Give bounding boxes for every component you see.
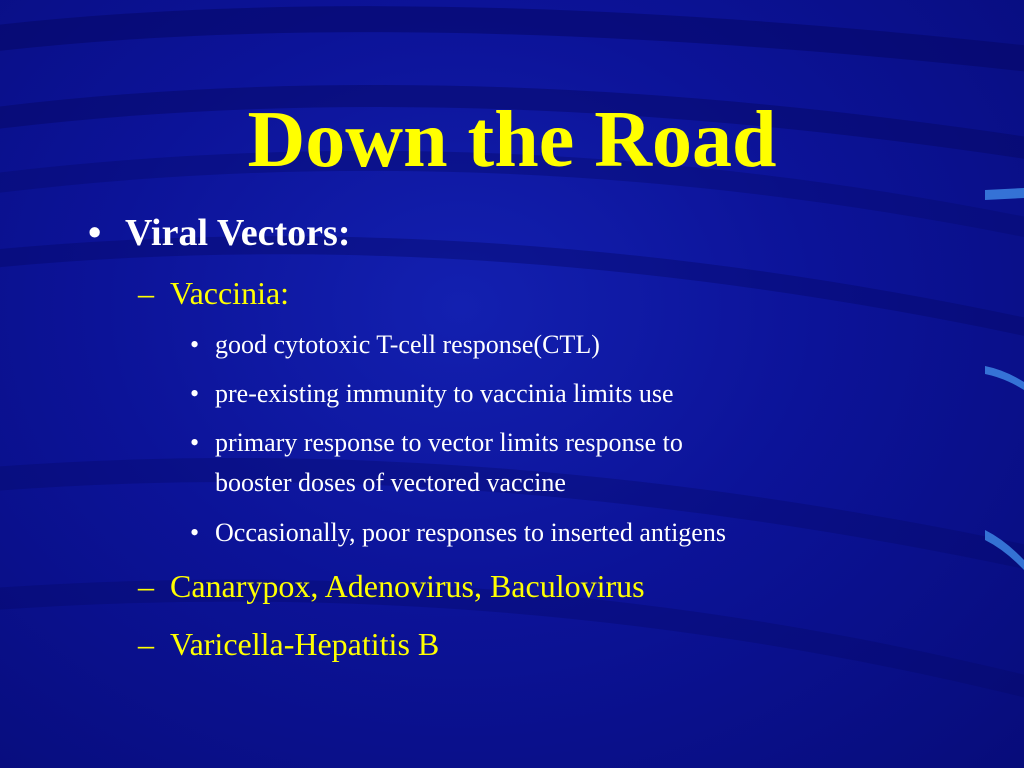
item-pre-existing-immunity: pre-existing immunity to vaccinia limits use bbox=[215, 379, 674, 408]
dash-marker: – bbox=[138, 568, 154, 604]
bullet-marker: • bbox=[190, 330, 200, 359]
dash-marker: – bbox=[138, 275, 154, 311]
bullet-marker: • bbox=[190, 518, 200, 547]
bullet-marker: • bbox=[190, 428, 200, 457]
subbullet-varicella: Varicella-Hepatitis B bbox=[170, 626, 440, 662]
item-primary-response-line2: booster doses of vectored vaccine bbox=[215, 468, 566, 497]
bullet-marker: • bbox=[190, 379, 200, 408]
item-poor-responses: Occasionally, poor responses to inserted antigens bbox=[215, 518, 726, 547]
subbullet-canarypox: Canarypox, Adenovirus, Baculovirus bbox=[170, 568, 645, 604]
bullet-marker: • bbox=[88, 212, 102, 254]
item-ctl-response: good cytotoxic T-cell response(CTL) bbox=[215, 330, 600, 359]
bullet-viral-vectors: Viral Vectors: bbox=[125, 212, 351, 254]
item-primary-response-line1: primary response to vector limits response to bbox=[215, 428, 683, 457]
dash-marker: – bbox=[138, 626, 154, 662]
slide-title: Down the Road bbox=[247, 96, 777, 184]
subbullet-vaccinia: Vaccinia: bbox=[170, 275, 290, 311]
